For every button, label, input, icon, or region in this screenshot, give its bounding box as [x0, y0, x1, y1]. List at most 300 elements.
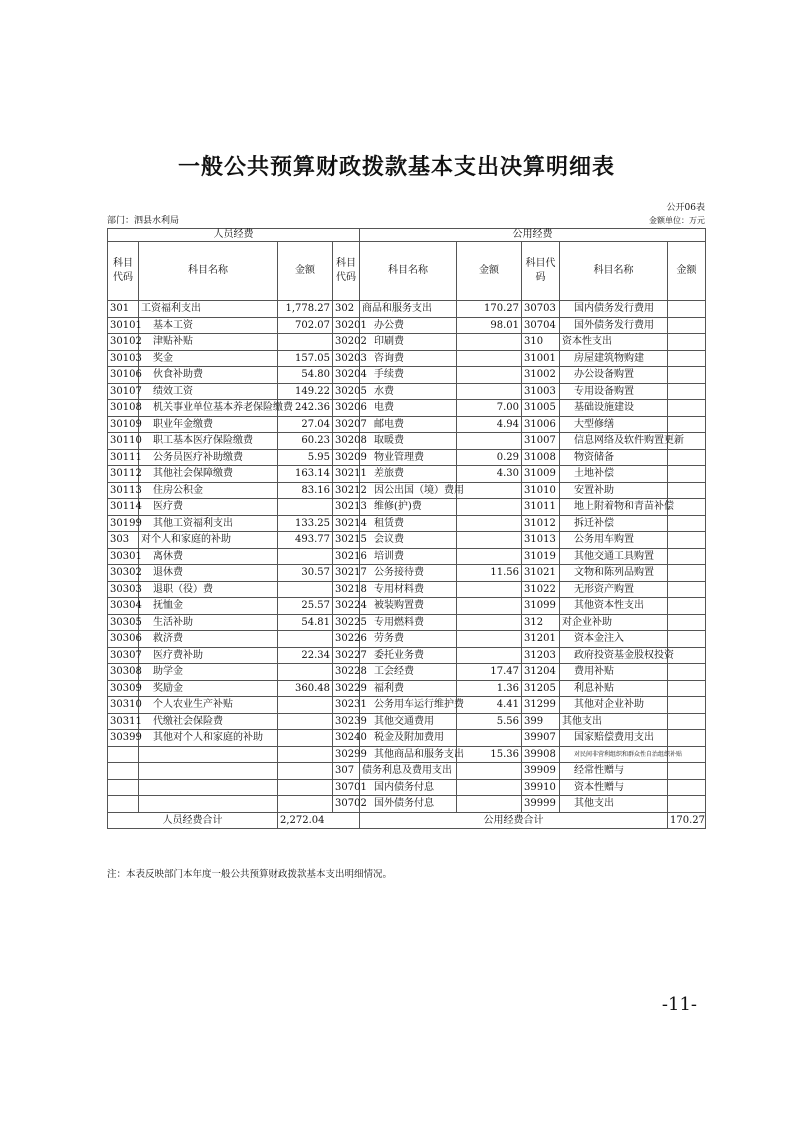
table-row [108, 482, 706, 499]
header-code3: 科目代码 [522, 242, 560, 301]
table-row [108, 680, 706, 697]
table-cell: 30216 [333, 548, 360, 565]
header-code2: 科目代码 [333, 242, 360, 301]
table-cell: 30301 [108, 548, 139, 565]
table-cell: 医疗费补助 [139, 647, 278, 664]
table-cell: 30204 [333, 367, 360, 384]
table-cell: 福利费 [360, 680, 457, 697]
table-row [108, 647, 706, 664]
table-cell: 157.05 [278, 350, 333, 367]
table-cell [108, 746, 139, 763]
table-cell: 30102 [108, 334, 139, 351]
table-cell [668, 400, 706, 417]
table-cell [668, 614, 706, 631]
table-cell [668, 466, 706, 483]
table-cell: 31001 [522, 350, 560, 367]
table-cell [278, 334, 333, 351]
table-cell: 机关事业单位基本养老保险缴费 [139, 400, 278, 417]
table-cell: 30306 [108, 631, 139, 648]
table-cell: 54.81 [278, 614, 333, 631]
table-cell: 1.36 [457, 680, 522, 697]
table-cell: 基本工资 [139, 317, 278, 334]
table-cell: 30310 [108, 697, 139, 714]
table-cell: 302 [333, 301, 360, 318]
table-row [108, 581, 706, 598]
table-cell: 5.95 [278, 449, 333, 466]
table-cell: 702.07 [278, 317, 333, 334]
table-cell: 17.47 [457, 664, 522, 681]
table-cell [668, 598, 706, 615]
table-row [108, 631, 706, 648]
table-cell: 31005 [522, 400, 560, 417]
table-cell: 土地补偿 [560, 466, 668, 483]
table-cell: 税金及附加费用 [360, 730, 457, 747]
table-row [108, 466, 706, 483]
table-cell: 30107 [108, 383, 139, 400]
table-cell: 39999 [522, 796, 560, 813]
table-cell [668, 664, 706, 681]
table-cell: 30108 [108, 400, 139, 417]
table-cell: 费用补贴 [560, 664, 668, 681]
table-cell: 拆迁补偿 [560, 515, 668, 532]
table-cell: 301 [108, 301, 139, 318]
table-cell: 利息补贴 [560, 680, 668, 697]
table-cell: 代缴社会保险费 [139, 713, 278, 730]
table-cell: 其他工资福利支出 [139, 515, 278, 532]
table-cell: 312 [522, 614, 560, 631]
table-cell: 30702 [333, 796, 360, 813]
table-cell: 31099 [522, 598, 560, 615]
table-cell: 大型修缮 [560, 416, 668, 433]
table-cell: 其他支出 [560, 796, 668, 813]
table-cell [108, 779, 139, 796]
table-cell: 其他对企业补助 [560, 697, 668, 714]
table-cell: 39910 [522, 779, 560, 796]
table-row [108, 598, 706, 615]
table-cell [668, 713, 706, 730]
table-cell: 30208 [333, 433, 360, 450]
table-cell [457, 631, 522, 648]
table-cell [668, 697, 706, 714]
table-cell: 31008 [522, 449, 560, 466]
table-cell: 商品和服务支出 [360, 301, 457, 318]
table-cell: 163.14 [278, 466, 333, 483]
table-cell: 公务接待费 [360, 565, 457, 582]
table-cell: 其他支出 [560, 713, 668, 730]
table-cell: 98.01 [457, 317, 522, 334]
table-cell [668, 730, 706, 747]
table-cell [278, 548, 333, 565]
table-cell: 信息网络及软件购置更新 [560, 433, 668, 450]
table-cell: 30209 [333, 449, 360, 466]
table-cell: 对企业补助 [560, 614, 668, 631]
table-cell: 职工基本医疗保险缴费 [139, 433, 278, 450]
table-row [108, 383, 706, 400]
table-cell [457, 647, 522, 664]
header-name3: 科目名称 [560, 242, 668, 301]
table-note: 注：本表反映部门本年度一般公共预算财政拨款基本支出明细情况。 [107, 869, 393, 880]
table-cell [457, 515, 522, 532]
table-cell: 399 [522, 713, 560, 730]
table-cell: 1,778.27 [278, 301, 333, 318]
table-cell: 4.94 [457, 416, 522, 433]
table-cell: 242.36 [278, 400, 333, 417]
table-cell: 其他交通费用 [360, 713, 457, 730]
table-cell [278, 581, 333, 598]
table-cell [457, 350, 522, 367]
table-cell: 54.80 [278, 367, 333, 384]
table-cell: 津贴补贴 [139, 334, 278, 351]
table-cell: 劳务费 [360, 631, 457, 648]
table-cell: 30202 [333, 334, 360, 351]
column-header-row [108, 242, 706, 301]
table-cell: 30113 [108, 482, 139, 499]
table-cell [668, 796, 706, 813]
table-row [108, 416, 706, 433]
group-header-row [108, 229, 706, 242]
table-cell [457, 433, 522, 450]
table-cell: 国内债务发行费用 [560, 301, 668, 318]
table-cell: 31019 [522, 548, 560, 565]
header-amount3: 金额 [668, 242, 706, 301]
table-cell: 31012 [522, 515, 560, 532]
table-cell: 专用材料费 [360, 581, 457, 598]
table-cell: 31006 [522, 416, 560, 433]
table-cell: 30299 [333, 746, 360, 763]
table-cell: 133.25 [278, 515, 333, 532]
public-total-label: 公用经费合计 [360, 812, 668, 829]
table-cell [278, 713, 333, 730]
table-row [108, 730, 706, 747]
table-cell: 31201 [522, 631, 560, 648]
table-cell: 30213 [333, 499, 360, 516]
table-cell: 30224 [333, 598, 360, 615]
table-cell: 抚恤金 [139, 598, 278, 615]
table-cell: 伙食补助费 [139, 367, 278, 384]
table-row [108, 548, 706, 565]
expenditure-table [107, 228, 706, 829]
totals-row [108, 812, 706, 829]
table-cell: 30228 [333, 664, 360, 681]
table-cell: 31022 [522, 581, 560, 598]
table-cell: 31021 [522, 565, 560, 582]
table-cell: 310 [522, 334, 560, 351]
table-cell: 房屋建筑物购建 [560, 350, 668, 367]
table-cell: 职业年金缴费 [139, 416, 278, 433]
table-cell [668, 383, 706, 400]
table-cell: 30218 [333, 581, 360, 598]
table-cell: 22.34 [278, 647, 333, 664]
table-cell: 离休费 [139, 548, 278, 565]
table-cell: 31205 [522, 680, 560, 697]
table-cell [278, 730, 333, 747]
table-cell: 30211 [333, 466, 360, 483]
table-cell: 30106 [108, 367, 139, 384]
table-row [108, 697, 706, 714]
table-cell: 30704 [522, 317, 560, 334]
table-row [108, 614, 706, 631]
table-cell: 39909 [522, 763, 560, 780]
table-cell [278, 631, 333, 648]
table-cell: 国内债务付息 [360, 779, 457, 796]
table-cell: 对个人和家庭的补助 [139, 532, 278, 549]
table-cell: 7.00 [457, 400, 522, 417]
table-cell: 0.29 [457, 449, 522, 466]
table-cell [668, 680, 706, 697]
table-cell [668, 317, 706, 334]
table-cell: 委托业务费 [360, 647, 457, 664]
table-row [108, 301, 706, 318]
table-cell: 国家赔偿费用支出 [560, 730, 668, 747]
table-cell: 绩效工资 [139, 383, 278, 400]
table-cell: 5.56 [457, 713, 522, 730]
table-cell [278, 746, 333, 763]
table-row [108, 367, 706, 384]
table-cell: 27.04 [278, 416, 333, 433]
table-cell: 303 [108, 532, 139, 549]
table-cell: 奖励金 [139, 680, 278, 697]
table-cell: 30240 [333, 730, 360, 747]
table-cell: 31204 [522, 664, 560, 681]
table-cell: 30103 [108, 350, 139, 367]
table-cell: 60.23 [278, 433, 333, 450]
table-cell: 物业管理费 [360, 449, 457, 466]
table-cell: 无形资产购置 [560, 581, 668, 598]
table-cell: 30217 [333, 565, 360, 582]
table-cell [457, 779, 522, 796]
table-row [108, 664, 706, 681]
table-cell: 31009 [522, 466, 560, 483]
table-cell [668, 581, 706, 598]
table-cell: 退职（役）费 [139, 581, 278, 598]
table-cell: 专用燃料费 [360, 614, 457, 631]
table-cell: 30308 [108, 664, 139, 681]
table-row [108, 515, 706, 532]
group-personnel: 人员经费 [108, 229, 360, 242]
table-cell: 31011 [522, 499, 560, 516]
table-cell: 退休费 [139, 565, 278, 582]
table-cell: 其他社会保障缴费 [139, 466, 278, 483]
unit-label: 金额单位：万元 [649, 216, 705, 225]
table-row [108, 532, 706, 549]
table-cell: 493.77 [278, 532, 333, 549]
table-cell [457, 334, 522, 351]
table-cell [668, 334, 706, 351]
table-cell: 39908 [522, 746, 560, 763]
table-cell [668, 763, 706, 780]
table-cell: 30101 [108, 317, 139, 334]
table-cell: 4.41 [457, 697, 522, 714]
table-cell: 30239 [333, 713, 360, 730]
table-cell [278, 499, 333, 516]
table-cell [668, 532, 706, 549]
table-cell [668, 779, 706, 796]
table-cell [457, 482, 522, 499]
table-cell: 电费 [360, 400, 457, 417]
table-cell [457, 532, 522, 549]
table-cell: 83.16 [278, 482, 333, 499]
table-cell: 邮电费 [360, 416, 457, 433]
table-cell: 30231 [333, 697, 360, 714]
table-cell [668, 449, 706, 466]
table-cell: 救济费 [139, 631, 278, 648]
table-cell: 30205 [333, 383, 360, 400]
table-cell: 30303 [108, 581, 139, 598]
table-cell: 工资福利支出 [139, 301, 278, 318]
table-cell: 公务员医疗补助缴费 [139, 449, 278, 466]
table-cell [457, 730, 522, 747]
table-cell: 资本性赠与 [560, 779, 668, 796]
table-row [108, 334, 706, 351]
table-cell: 30305 [108, 614, 139, 631]
group-public: 公用经费 [360, 229, 706, 242]
table-cell: 国外债务发行费用 [560, 317, 668, 334]
table-cell [457, 763, 522, 780]
table-cell: 30214 [333, 515, 360, 532]
table-cell [108, 763, 139, 780]
table-cell: 政府投资基金股权投资 [560, 647, 668, 664]
table-cell: 其他资本性支出 [560, 598, 668, 615]
table-cell: 债务利息及费用支出 [360, 763, 457, 780]
table-cell: 手续费 [360, 367, 457, 384]
table-cell: 地上附着物和青苗补偿 [560, 499, 668, 516]
table-cell: 公务用车购置 [560, 532, 668, 549]
table-cell: 307 [333, 763, 360, 780]
table-cell: 30307 [108, 647, 139, 664]
table-row [108, 713, 706, 730]
table-row [108, 796, 706, 813]
table-cell: 30229 [333, 680, 360, 697]
table-cell [668, 416, 706, 433]
personnel-total-label: 人员经费合计 [108, 812, 278, 829]
table-cell [139, 796, 278, 813]
table-cell: 其他对个人和家庭的补助 [139, 730, 278, 747]
table-cell: 30207 [333, 416, 360, 433]
page-title: 一般公共预算财政拨款基本支出决算明细表 [177, 155, 615, 180]
table-cell: 360.48 [278, 680, 333, 697]
table-cell: 30111 [108, 449, 139, 466]
header-name2: 科目名称 [360, 242, 457, 301]
table-cell [278, 779, 333, 796]
table-cell: 30215 [333, 532, 360, 549]
table-cell [278, 763, 333, 780]
table-row [108, 449, 706, 466]
table-cell: 奖金 [139, 350, 278, 367]
header-code: 科目代码 [108, 242, 139, 301]
personnel-total-value: 2,272.04 [278, 812, 360, 829]
table-cell: 25.57 [278, 598, 333, 615]
table-cell: 文物和陈列品购置 [560, 565, 668, 582]
header-amount: 金额 [278, 242, 333, 301]
table-cell: 被装购置费 [360, 598, 457, 615]
table-row [108, 350, 706, 367]
table-cell: 办公费 [360, 317, 457, 334]
table-row [108, 317, 706, 334]
table-cell: 其他交通工具购置 [560, 548, 668, 565]
table-row [108, 499, 706, 516]
table-cell: 差旅费 [360, 466, 457, 483]
table-cell [278, 796, 333, 813]
table-cell: 办公设备购置 [560, 367, 668, 384]
table-cell: 个人农业生产补贴 [139, 697, 278, 714]
table-cell: 因公出国（境）费用 [360, 482, 457, 499]
table-cell: 经常性赠与 [560, 763, 668, 780]
table-cell [457, 548, 522, 565]
table-cell: 维修(护)费 [360, 499, 457, 516]
table-cell: 国外债务付息 [360, 796, 457, 813]
table-cell: 取暖费 [360, 433, 457, 450]
table-cell: 30227 [333, 647, 360, 664]
table-cell [139, 779, 278, 796]
table-cell: 149.22 [278, 383, 333, 400]
table-cell: 培训费 [360, 548, 457, 565]
table-cell [668, 565, 706, 582]
table-cell: 30199 [108, 515, 139, 532]
table-cell: 工会经费 [360, 664, 457, 681]
table-cell: 30703 [522, 301, 560, 318]
table-cell: 30399 [108, 730, 139, 747]
table-cell: 会议费 [360, 532, 457, 549]
table-cell: 医疗费 [139, 499, 278, 516]
table-cell [108, 796, 139, 813]
table-cell: 31013 [522, 532, 560, 549]
table-cell: 31299 [522, 697, 560, 714]
table-cell: 基础设施建设 [560, 400, 668, 417]
table-cell: 30206 [333, 400, 360, 417]
table-cell [457, 367, 522, 384]
table-cell: 助学金 [139, 664, 278, 681]
table-cell: 资本性支出 [560, 334, 668, 351]
table-cell [139, 763, 278, 780]
table-cell: 30.57 [278, 565, 333, 582]
header-name: 科目名称 [139, 242, 278, 301]
table-cell: 30226 [333, 631, 360, 648]
table-cell [278, 664, 333, 681]
table-cell: 物资储备 [560, 449, 668, 466]
table-row [108, 746, 706, 763]
table-cell: 30225 [333, 614, 360, 631]
public-total-value: 170.27 [668, 812, 706, 829]
table-cell [668, 482, 706, 499]
table-cell: 15.36 [457, 746, 522, 763]
table-cell: 31002 [522, 367, 560, 384]
table-row [108, 565, 706, 582]
table-cell: 租赁费 [360, 515, 457, 532]
table-cell: 30302 [108, 565, 139, 582]
table-cell: 对民间非营利组织和群众性自治组织补贴 [560, 746, 668, 763]
table-cell: 资本金注入 [560, 631, 668, 648]
department-label: 部门：泗县水利局 [107, 216, 180, 226]
table-cell [457, 499, 522, 516]
table-cell [139, 746, 278, 763]
table-cell: 30212 [333, 482, 360, 499]
table-cell: 30701 [333, 779, 360, 796]
table-cell: 公务用车运行维护费 [360, 697, 457, 714]
table-cell [668, 548, 706, 565]
table-cell: 30109 [108, 416, 139, 433]
table-cell: 31007 [522, 433, 560, 450]
header-amount2: 金额 [457, 242, 522, 301]
table-cell: 11.56 [457, 565, 522, 582]
table-cell: 31203 [522, 647, 560, 664]
page-number: -11- [661, 994, 697, 1015]
table-cell [457, 796, 522, 813]
table-cell [457, 383, 522, 400]
table-row [108, 400, 706, 417]
form-code: 公开06表 [666, 203, 705, 213]
table-cell: 住房公积金 [139, 482, 278, 499]
table-cell: 30311 [108, 713, 139, 730]
